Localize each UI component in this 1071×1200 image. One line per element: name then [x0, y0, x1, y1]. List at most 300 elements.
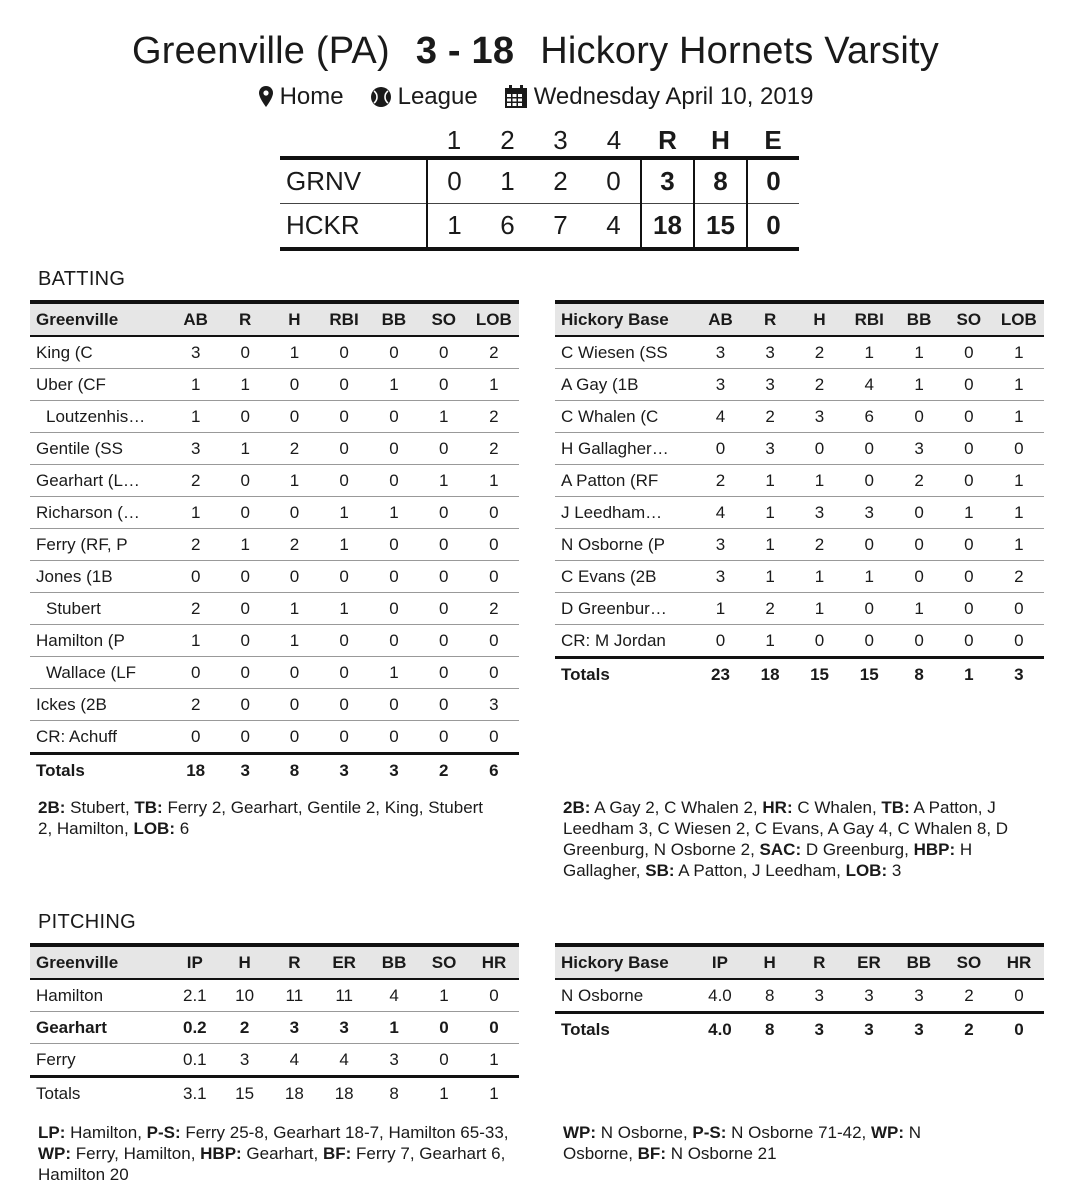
pitching-notes-home: [563, 1122, 993, 1164]
stat-cell: 2: [795, 529, 844, 561]
note-text: Stubert,: [65, 798, 135, 817]
stat-cell: 0: [319, 625, 369, 657]
player-row: [30, 1012, 519, 1044]
note-label: TB:: [134, 798, 163, 817]
note-text: Hamilton,: [65, 1123, 147, 1142]
stat-cell: 0: [469, 721, 519, 754]
total-cell: 2: [419, 754, 469, 787]
stat-cell: 4: [369, 979, 419, 1012]
note-label: SB:: [645, 861, 675, 880]
player-row: [30, 497, 519, 529]
stat-cell: 3: [696, 336, 746, 369]
total-hits: 8: [694, 158, 747, 204]
stat-cell: 1: [745, 625, 794, 658]
stat-cell: 0: [171, 721, 221, 754]
note-label: HBP:: [200, 1144, 242, 1163]
stat-cell: 1: [745, 497, 794, 529]
stat-cell: 0: [844, 433, 894, 465]
stat-cell: 0: [844, 529, 894, 561]
stat-column-header: H: [220, 945, 270, 979]
stat-cell: 0: [369, 529, 419, 561]
stat-cell: 3: [745, 369, 794, 401]
player-name: Loutzenhis…: [30, 401, 171, 433]
stat-column-header: RBI: [319, 302, 369, 336]
total-cell: 18: [171, 754, 221, 787]
stat-cell: 0: [419, 1012, 469, 1044]
player-row: [555, 401, 1044, 433]
stat-cell: 11: [319, 979, 369, 1012]
total-hits: 15: [694, 204, 747, 250]
stat-cell: 1: [221, 529, 270, 561]
stat-cell: 0: [469, 529, 519, 561]
line-score: [280, 124, 799, 251]
stat-cell: 0: [944, 401, 994, 433]
batting-notes-home: [563, 797, 1043, 881]
note-text: A Patton, J Leedham 3, C Wiesen 2, C Evans, A Gay 4, C Whalen 8, D Greenburg, N Osborne 2,: [563, 798, 1009, 859]
stat-cell: 1: [745, 465, 794, 497]
pitching-table-away: [30, 943, 519, 1109]
location-label: Home: [279, 83, 344, 110]
team-column-header: Greenville: [30, 302, 171, 336]
player-row: [30, 625, 519, 657]
stat-cell: 0: [469, 625, 519, 657]
total-cell: 3: [319, 754, 369, 787]
batting-notes-away: [38, 797, 498, 839]
stat-cell: 0: [369, 336, 419, 369]
inning-runs: 6: [481, 204, 534, 250]
note-text: N Osborne 21: [665, 1144, 777, 1163]
stat-cell: 0: [270, 657, 319, 689]
stat-cell: 0: [894, 529, 944, 561]
note-label: 2B:: [38, 798, 66, 817]
stat-column-header: BB: [894, 945, 944, 979]
stat-column-header: IP: [695, 945, 745, 979]
stat-cell: 2: [171, 689, 221, 721]
stat-cell: 0: [419, 369, 469, 401]
stat-column-header: R: [794, 945, 844, 979]
note-text: H Gallagher,: [563, 840, 973, 880]
note-label: P-S:: [146, 1123, 181, 1142]
stat-cell: 0: [944, 625, 994, 658]
note-label: BF:: [637, 1144, 666, 1163]
stat-cell: 1: [369, 1012, 419, 1044]
stat-cell: 1: [944, 497, 994, 529]
team-abbr: HCKR: [280, 204, 427, 250]
stat-cell: 0: [894, 625, 944, 658]
note-text: Ferry 25-8, Gearhart 18-7, Hamilton 65-33,: [180, 1123, 509, 1142]
inning-runs: 0: [427, 158, 481, 204]
stat-cell: 0: [944, 561, 994, 593]
stat-cell: 2: [469, 433, 519, 465]
total-cell: 3: [369, 754, 419, 787]
player-name: C Wiesen (SS: [555, 336, 696, 369]
stat-cell: 0: [469, 979, 519, 1012]
total-errors: 0: [747, 204, 799, 250]
stat-cell: 3: [171, 336, 221, 369]
player-row: [30, 336, 519, 369]
player-row: [30, 593, 519, 625]
note-label: SAC:: [759, 840, 802, 859]
player-row: [30, 979, 519, 1012]
stat-cell: 0: [469, 1012, 519, 1044]
stat-cell: 0: [469, 497, 519, 529]
total-cell: 3: [844, 1013, 894, 1046]
stat-cell: 2: [469, 401, 519, 433]
away-team-name: Greenville (PA): [132, 30, 390, 72]
total-runs: 18: [641, 204, 694, 250]
stat-cell: 3: [171, 433, 221, 465]
stat-cell: 1: [270, 336, 319, 369]
stat-cell: 0: [894, 497, 944, 529]
stat-cell: 1: [319, 593, 369, 625]
stat-cell: 0: [221, 497, 270, 529]
player-name: Gearhart: [30, 1012, 170, 1044]
player-row: [555, 369, 1044, 401]
stat-cell: 0: [994, 979, 1044, 1013]
stat-cell: 3: [795, 497, 844, 529]
stat-cell: 2: [696, 465, 746, 497]
stat-column-header: IP: [170, 945, 220, 979]
stat-cell: 0: [319, 369, 369, 401]
stat-cell: 1: [221, 433, 270, 465]
stat-cell: 0: [369, 561, 419, 593]
inning-runs: 2: [534, 158, 587, 204]
player-name: King (C: [30, 336, 171, 369]
player-row: [30, 433, 519, 465]
stat-cell: 4: [319, 1044, 369, 1077]
stat-cell: 0: [994, 433, 1044, 465]
stat-cell: 0: [795, 433, 844, 465]
stat-column-header: AB: [696, 302, 746, 336]
stat-cell: 0: [419, 657, 469, 689]
inning-runs: 7: [534, 204, 587, 250]
player-row: [555, 625, 1044, 658]
stat-cell: 1: [894, 369, 944, 401]
inning-runs: 4: [587, 204, 641, 250]
stat-cell: 0: [419, 529, 469, 561]
stat-cell: 2: [745, 593, 794, 625]
stat-cell: 0: [369, 625, 419, 657]
game-type-info: [370, 82, 478, 112]
stat-cell: 3: [894, 433, 944, 465]
player-name: C Whalen (C: [555, 401, 696, 433]
total-cell: 1: [944, 658, 994, 691]
stat-cell: 0: [795, 625, 844, 658]
game-date: Wednesday April 10, 2019: [533, 83, 814, 110]
total-cell: 3.1: [170, 1077, 220, 1110]
total-cell: 3: [794, 1013, 844, 1046]
stat-cell: 0: [270, 561, 319, 593]
stat-cell: 1: [469, 465, 519, 497]
team-column-header: Hickory Base: [555, 945, 695, 979]
total-cell: 18: [269, 1077, 319, 1110]
stat-cell: 0: [270, 401, 319, 433]
stat-cell: 0: [369, 689, 419, 721]
stat-cell: 6: [844, 401, 894, 433]
totals-row: [555, 1013, 1044, 1046]
stat-column-header: H: [795, 302, 844, 336]
runs-header: R: [658, 124, 677, 155]
stat-cell: 1: [319, 529, 369, 561]
stat-cell: 0: [270, 689, 319, 721]
stat-cell: 2: [270, 433, 319, 465]
stat-cell: 1: [994, 465, 1044, 497]
inning-header: 1: [446, 124, 462, 155]
stat-cell: 0: [419, 721, 469, 754]
team-column-header: Greenville: [30, 945, 170, 979]
note-text: Ferry, Hamilton,: [71, 1144, 201, 1163]
game-type-label: League: [397, 83, 478, 110]
note-label: WP:: [871, 1123, 905, 1142]
stat-cell: 3: [794, 979, 844, 1013]
note-text: A Patton, J Leedham,: [674, 861, 846, 880]
note-label: BF:: [322, 1144, 352, 1163]
stat-column-header: BB: [894, 302, 944, 336]
stat-cell: 3: [745, 336, 794, 369]
stat-cell: 2: [469, 336, 519, 369]
line-score-row-away: [280, 158, 799, 204]
stat-cell: 2: [745, 401, 794, 433]
team-abbr: GRNV: [280, 158, 427, 204]
calendar-icon: [504, 85, 528, 109]
stat-cell: 1: [745, 561, 794, 593]
total-cell: 4.0: [695, 1013, 745, 1046]
note-label: TB:: [881, 798, 910, 817]
inning-header: 3: [553, 124, 568, 155]
stat-cell: 0: [369, 401, 419, 433]
stat-column-header: ER: [844, 945, 894, 979]
player-row: [30, 561, 519, 593]
stat-column-header: ER: [319, 945, 369, 979]
player-row: [555, 336, 1044, 369]
stat-cell: 0: [221, 465, 270, 497]
stat-cell: 2: [171, 593, 221, 625]
inning-runs: 1: [481, 158, 534, 204]
player-name: Stubert: [30, 593, 171, 625]
stat-cell: 4: [696, 401, 746, 433]
player-row: [30, 369, 519, 401]
note-text: A Gay 2, C Whalen 2,: [590, 798, 763, 817]
stat-cell: 1: [270, 465, 319, 497]
stat-cell: 0: [419, 497, 469, 529]
stat-cell: 1: [369, 369, 419, 401]
note-label: 2B:: [563, 798, 591, 817]
stat-cell: 1: [696, 593, 746, 625]
stat-cell: 1: [171, 369, 221, 401]
player-row: [555, 561, 1044, 593]
stat-cell: 0: [319, 465, 369, 497]
stat-cell: 1: [795, 593, 844, 625]
stat-cell: 0: [319, 561, 369, 593]
stat-cell: 0: [369, 465, 419, 497]
total-cell: 3: [221, 754, 270, 787]
stat-cell: 0: [419, 561, 469, 593]
stat-cell: 1: [994, 529, 1044, 561]
stat-cell: 4.0: [695, 979, 745, 1013]
stat-column-header: R: [745, 302, 794, 336]
stat-cell: 1: [270, 593, 319, 625]
stat-cell: 1: [745, 529, 794, 561]
stat-cell: 0: [221, 657, 270, 689]
stat-cell: 0: [696, 625, 746, 658]
stat-cell: 1: [469, 369, 519, 401]
stat-cell: 0: [270, 497, 319, 529]
stat-cell: 1: [319, 497, 369, 529]
player-name: N Osborne: [555, 979, 695, 1013]
player-name: J Leedham…: [555, 497, 696, 529]
total-runs: 3: [641, 158, 694, 204]
stat-cell: 1: [171, 497, 221, 529]
stat-column-header: RBI: [844, 302, 894, 336]
stat-cell: 0: [319, 336, 369, 369]
player-name: A Gay (1B: [555, 369, 696, 401]
player-name: Ferry: [30, 1044, 170, 1077]
stat-column-header: R: [221, 302, 270, 336]
stat-cell: 0: [944, 529, 994, 561]
stat-cell: 3: [269, 1012, 319, 1044]
date-info: [504, 82, 814, 112]
player-name: H Gallagher…: [555, 433, 696, 465]
stat-column-header: HR: [994, 945, 1044, 979]
stat-cell: 0: [844, 593, 894, 625]
note-text: Ferry 7, Gearhart 6, Hamilton 20: [38, 1144, 506, 1184]
stat-cell: 0.1: [170, 1044, 220, 1077]
player-name: Gentile (SS: [30, 433, 171, 465]
batting-table-home: [555, 300, 1044, 690]
stat-column-header: LOB: [469, 302, 519, 336]
stat-cell: 0: [419, 689, 469, 721]
stat-cell: 0: [419, 593, 469, 625]
pitching-section-title: PITCHING: [38, 911, 136, 933]
stat-cell: 0: [369, 721, 419, 754]
pitching-table-home: [555, 943, 1044, 1045]
inning-runs: 0: [587, 158, 641, 204]
note-text: N Osborne,: [596, 1123, 693, 1142]
stat-cell: 1: [369, 657, 419, 689]
stat-column-header: SO: [944, 945, 994, 979]
total-cell: 23: [696, 658, 746, 691]
stat-cell: 1: [171, 625, 221, 657]
player-name: N Osborne (P: [555, 529, 696, 561]
note-text: 3: [887, 861, 902, 880]
stat-cell: 0: [319, 401, 369, 433]
stat-column-header: H: [270, 302, 319, 336]
player-row: [555, 497, 1044, 529]
stat-cell: 3: [696, 529, 746, 561]
stat-cell: 11: [269, 979, 319, 1012]
stat-cell: 3: [696, 369, 746, 401]
note-label: P-S:: [692, 1123, 727, 1142]
inning-runs: 1: [427, 204, 481, 250]
stat-cell: 0: [221, 336, 270, 369]
stat-cell: 0: [171, 657, 221, 689]
stat-column-header: H: [745, 945, 795, 979]
note-label: HR:: [762, 798, 793, 817]
note-text: N Osborne 71-42,: [726, 1123, 871, 1142]
stat-cell: 2: [220, 1012, 270, 1044]
total-cell: 15: [220, 1077, 270, 1110]
total-cell: 0: [994, 1013, 1044, 1046]
total-cell: 15: [844, 658, 894, 691]
player-row: [30, 1044, 519, 1077]
stat-cell: 0: [319, 689, 369, 721]
stat-cell: 0: [994, 625, 1044, 658]
stat-cell: 0: [944, 336, 994, 369]
stat-cell: 1: [894, 593, 944, 625]
stat-cell: 3: [844, 979, 894, 1013]
inning-header: 4: [606, 124, 622, 155]
player-row: [30, 465, 519, 497]
stat-cell: 3: [844, 497, 894, 529]
total-cell: 18: [745, 658, 794, 691]
player-row: [30, 401, 519, 433]
stat-cell: 0: [944, 369, 994, 401]
team-column-header: Hickory Base: [555, 302, 696, 336]
player-name: Jones (1B: [30, 561, 171, 593]
stat-cell: 0: [419, 625, 469, 657]
total-cell: 3: [894, 1013, 944, 1046]
stat-cell: 0: [894, 401, 944, 433]
stat-cell: 4: [269, 1044, 319, 1077]
stat-cell: 1: [795, 561, 844, 593]
stat-cell: 0: [419, 1044, 469, 1077]
total-errors: 0: [747, 158, 799, 204]
totals-label: Totals: [555, 658, 696, 691]
stat-cell: 3: [220, 1044, 270, 1077]
batting-section-title: BATTING: [38, 268, 126, 290]
stat-cell: 2: [795, 336, 844, 369]
stat-cell: 0: [171, 561, 221, 593]
stat-cell: 0: [221, 401, 270, 433]
stat-cell: 4: [696, 497, 746, 529]
player-row: [555, 979, 1044, 1013]
stat-cell: 0: [319, 721, 369, 754]
note-label: HBP:: [913, 840, 956, 859]
stat-cell: 1: [795, 465, 844, 497]
stat-cell: 0: [696, 433, 746, 465]
stat-cell: 4: [844, 369, 894, 401]
player-name: Wallace (LF: [30, 657, 171, 689]
player-name: CR: M Jordan: [555, 625, 696, 658]
stat-cell: 0: [270, 721, 319, 754]
total-cell: 18: [319, 1077, 369, 1110]
hits-header: H: [711, 124, 730, 155]
player-name: Richarson (…: [30, 497, 171, 529]
stat-cell: 3: [319, 1012, 369, 1044]
note-label: WP:: [38, 1144, 72, 1163]
stat-cell: 8: [745, 979, 795, 1013]
location-info: [258, 82, 344, 112]
stat-cell: 2: [171, 465, 221, 497]
player-name: C Evans (2B: [555, 561, 696, 593]
stat-cell: 0: [369, 593, 419, 625]
stat-cell: 0: [844, 625, 894, 658]
stat-cell: 0: [319, 433, 369, 465]
stat-cell: 0: [221, 625, 270, 657]
map-pin-icon: [258, 85, 274, 109]
inning-header: 2: [500, 124, 515, 155]
player-row: [30, 657, 519, 689]
stat-cell: 0: [944, 433, 994, 465]
stat-cell: 2: [270, 529, 319, 561]
player-row: [555, 465, 1044, 497]
stat-cell: 10: [220, 979, 270, 1012]
total-cell: 1: [419, 1077, 469, 1110]
player-row: [555, 433, 1044, 465]
player-row: [30, 721, 519, 754]
stat-cell: 2.1: [170, 979, 220, 1012]
stat-cell: 1: [844, 336, 894, 369]
